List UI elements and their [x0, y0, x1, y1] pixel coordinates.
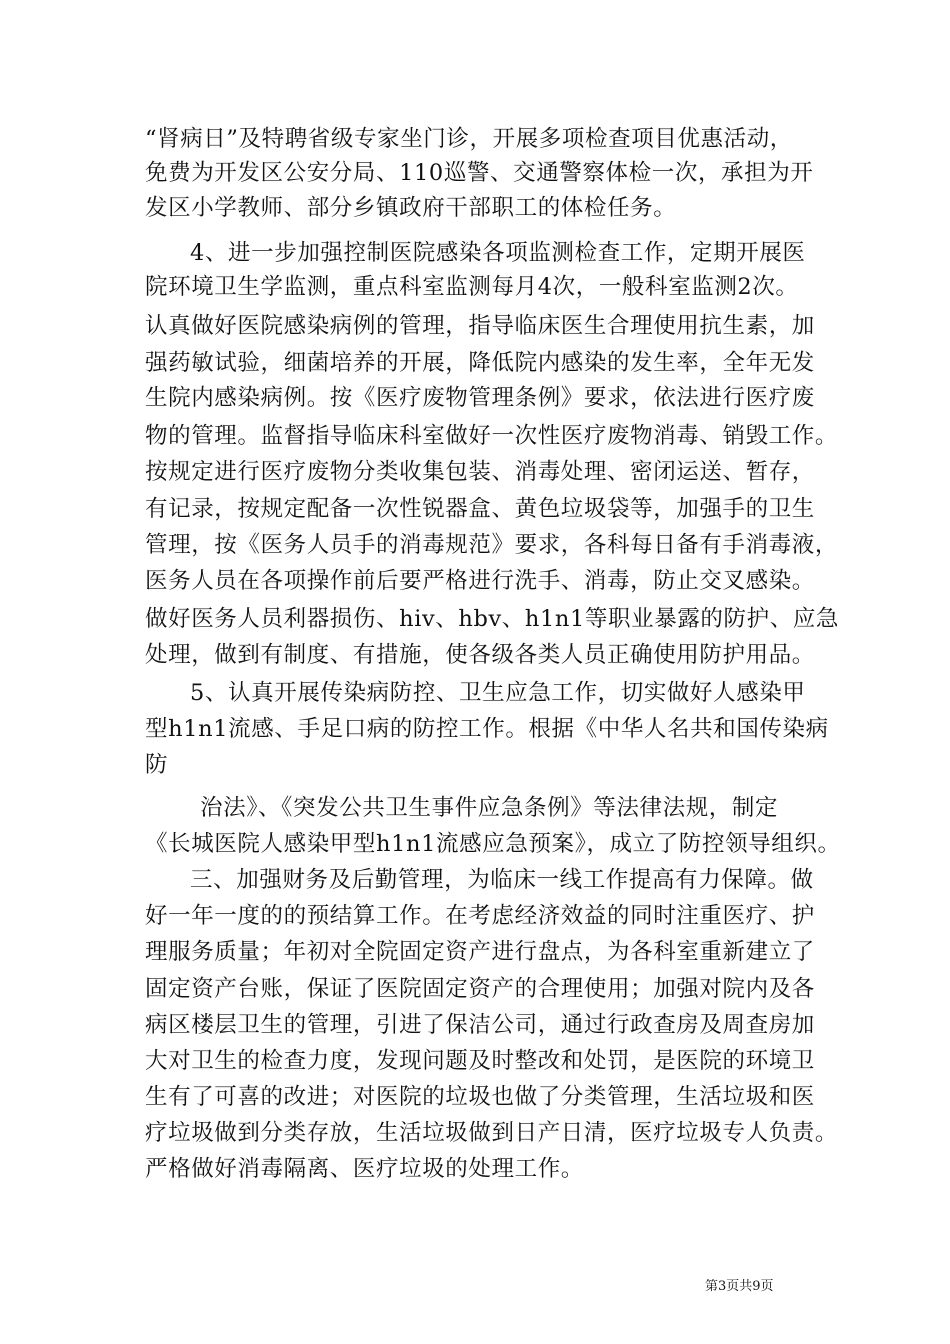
text-line: 病区楼层卫生的管理，引进了保洁公司，通过行政查房及周查房加	[145, 1012, 815, 1038]
text-line: 固定资产台账，保证了医院固定资产的合理使用；加强对院内及各	[145, 976, 815, 1002]
paragraph-5-start: 5、认真开展传染病防控、卫生应急工作，切实做好人感染甲	[190, 680, 806, 706]
text-line: 好一年一度的的预结算工作。在考虑经济效益的同时注重医疗、护	[145, 903, 815, 929]
text-line: 生有了可喜的改进；对医院的垃圾也做了分类管理，生活垃圾和医	[145, 1084, 815, 1110]
text-line: 管理，按《医务人员手的消毒规范》要求，各科每日备有手消毒液，	[145, 532, 839, 558]
page-number: 第3页共9页	[705, 1279, 774, 1294]
text-line: 有记录，按规定配备一次性锐器盒、黄色垃圾袋等，加强手的卫生	[145, 496, 815, 522]
text-line: 做好医务人员利器损伤、hiv、hbv、h1n1等职业暴露的防护、应急	[145, 606, 840, 632]
text-line: 《长城医院人感染甲型h1n1流感应急预案》，成立了防控领导组织。	[145, 831, 841, 857]
text-line: 免费为开发区公安分局、110巡警、交通警察体检一次，承担为开	[145, 160, 814, 186]
text-line: 型h1n1流感、手足口病的防控工作。根据《中华人名共和国传染病	[145, 716, 829, 742]
text-line: 物的管理。监督指导临床科室做好一次性医疗废物消毒、销毁工作。	[145, 423, 839, 449]
text-line: 强药敏试验，细菌培养的开展，降低院内感染的发生率，全年无发	[145, 350, 815, 376]
text-line: 防	[145, 752, 169, 778]
text-line: 按规定进行医疗废物分类收集包装、消毒处理、密闭运送、暂存，	[145, 459, 815, 485]
text-line: 严格做好消毒隔离、医疗垃圾的处理工作。	[145, 1156, 584, 1182]
text-line: 生院内感染病例。按《医疗废物管理条例》要求，依法进行医疗废	[145, 385, 815, 411]
text-line: 理服务质量；年初对全院固定资产进行盘点，为各科室重新建立了	[145, 939, 815, 965]
paragraph-4-start: 4、进一步加强控制医院感染各项监测检查工作，定期开展医	[190, 240, 806, 266]
text-line: 疗垃圾做到分类存放，生活垃圾做到日产日清，医疗垃圾专人负责。	[145, 1120, 839, 1146]
text-line: 院环境卫生学监测，重点科室监测每月4次，一般科室监测2次。	[145, 274, 799, 300]
text-line: 治法》、《突发公共卫生事件应急条例》等法律法规，制定	[200, 795, 779, 821]
text-line: 认真做好医院感染病例的管理，指导临床医生合理使用抗生素，加	[145, 313, 815, 339]
text-line: 发区小学教师、部分乡镇政府干部职工的体检任务。	[145, 195, 677, 221]
text-line: 医务人员在各项操作前后要严格进行洗手、消毒，防止交叉感染。	[145, 568, 815, 594]
text-line: “肾病日”及特聘省级专家坐门诊，开展多项检查项目优惠活动，	[145, 126, 793, 152]
section-3-start: 三、加强财务及后勤管理，为临床一线工作提高有力保障。做	[190, 867, 814, 893]
text-line: 大对卫生的检查力度，发现问题及时整改和处罚，是医院的环境卫	[145, 1048, 815, 1074]
text-line: 处理，做到有制度、有措施，使各级各类人员正确使用防护用品。	[145, 642, 815, 668]
